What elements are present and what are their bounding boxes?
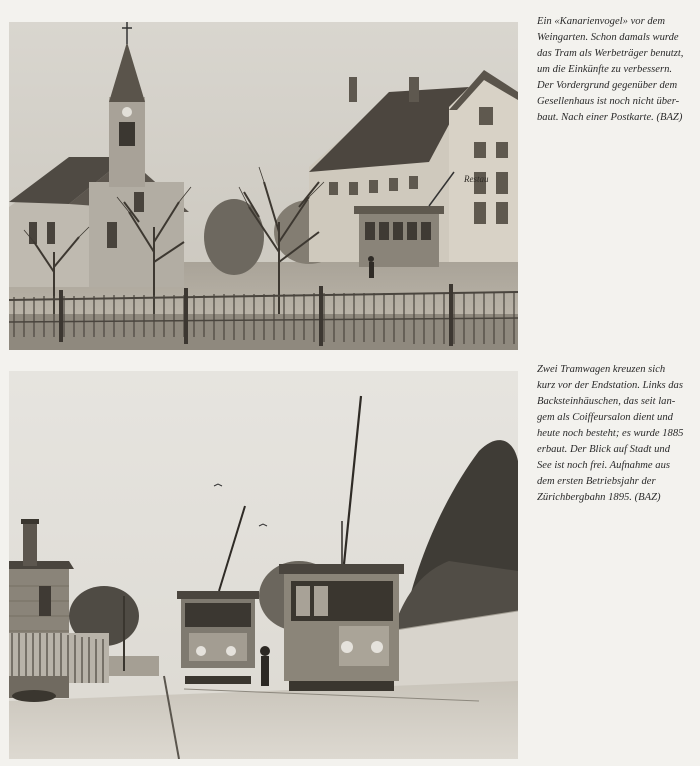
caption-1-line: das Tram als Werbeträger benutzt,	[537, 48, 684, 59]
caption-1-line: baut. Nach einer Postkarte. (BAZ)	[537, 112, 683, 123]
photo-church-and-tram	[9, 22, 518, 350]
caption-2-line: gem als Coiffeursalon dient und	[537, 412, 673, 423]
caption-2-line: kurz vor der Endstation. Links das	[537, 380, 683, 391]
caption-2-line: erbaut. Der Blick auf Stadt und	[537, 444, 670, 455]
restaurant-sign: Restau	[464, 174, 489, 184]
caption-1-line: Gesellenhaus ist noch nicht über-	[537, 96, 680, 107]
caption-2-line: Zwei Tramwagen kreuzen sich	[537, 364, 666, 375]
caption-1-line: Ein «Kanarienvogel» vor dem	[537, 16, 665, 27]
caption-1-line: Der Vordergrund gegenüber dem	[537, 80, 678, 91]
photo-two-trams-crossing	[9, 371, 518, 759]
caption-2-line: See ist noch frei. Aufnahme aus	[537, 460, 670, 471]
caption-2-line: Backsteinhäuschen, das seit lan-	[537, 396, 676, 407]
caption-2-line: Zürichbergbahn 1895. (BAZ)	[537, 492, 661, 503]
photo-church-illustration	[9, 22, 518, 350]
caption-1-line: um die Einkünfte zu verbessern.	[537, 64, 673, 75]
caption-1-line: Weingarten. Schon damals wurde	[537, 32, 679, 43]
caption-2-line: heute noch besteht; es wurde 1885	[537, 428, 684, 439]
photo-trams-illustration	[9, 371, 518, 759]
caption-photo-1	[537, 14, 693, 126]
caption-photo-2	[537, 362, 693, 506]
caption-2-line: dem ersten Betriebsjahr der	[537, 476, 656, 487]
